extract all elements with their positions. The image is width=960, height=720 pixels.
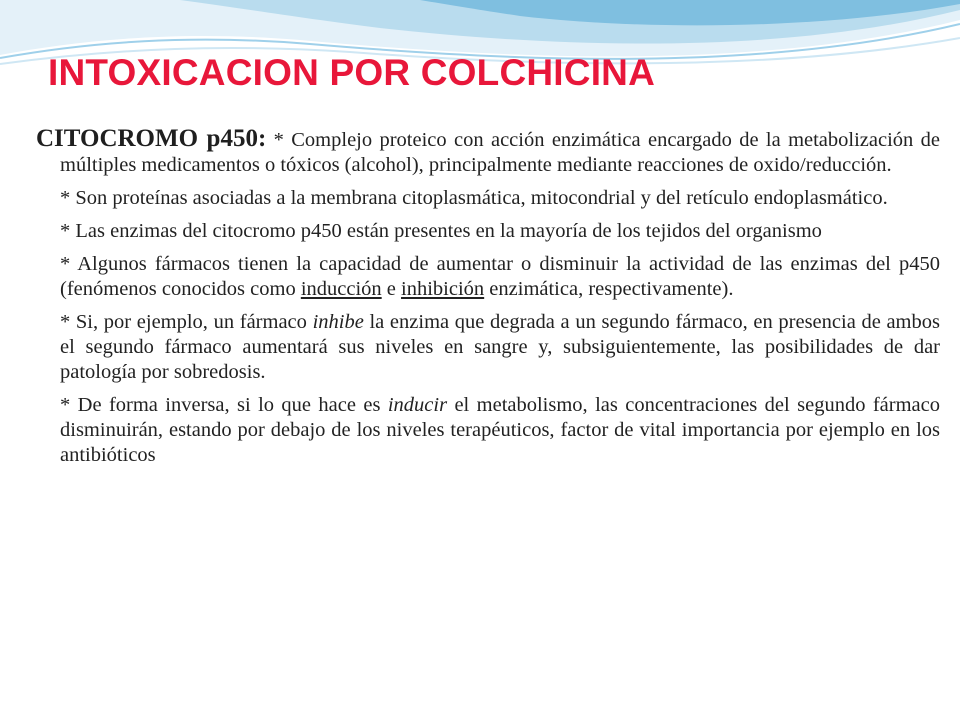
paragraph-tissues <box>36 219 940 244</box>
italic-term-inducir: inducir <box>387 394 448 416</box>
paragraph-induction-inhibition <box>36 252 940 302</box>
paragraph-inhibition-example <box>36 310 940 385</box>
paragraph-definition <box>36 126 940 178</box>
paragraph-text: * Complejo proteico con acción enzimática encargado de la metabolización de múltiples medicamentos o tóxicos (alcohol), principalmente mediante reacciones de oxido/reducción. <box>60 129 940 176</box>
paragraph-text: * Las enzimas del citocromo p450 están presentes en la mayoría de los tejidos del organismo <box>60 220 822 242</box>
paragraph-text: * De forma inversa, si lo que hace es <box>60 394 388 416</box>
underlined-term-induccion: inducción <box>300 278 382 300</box>
italic-term-inhibe: inhibe <box>312 311 364 333</box>
paragraph-text: * Si, por ejemplo, un fármaco <box>60 311 313 333</box>
underlined-term-inhibicion: inhibición <box>401 278 485 300</box>
paragraph-text: * Son proteínas asociadas a la membrana citoplasmática, mitocondrial y del retículo endoplasmático. <box>60 187 888 209</box>
paragraph-text: * Algunos fármacos tienen la capacidad de aumentar o disminuir la actividad de las enzimas del p450 (fenómenos conocidos como <box>60 253 940 300</box>
slide-body <box>36 126 940 476</box>
paragraph-text: el metabolismo, las concentraciones del segundo fármaco disminuirán, estando por debajo de los niveles terapéuticos, factor de vital importancia por ejemplo en los antibióticos <box>60 394 940 466</box>
slide-title: INTOXICACION POR COLCHICINA <box>48 52 656 93</box>
paragraph-membrane <box>36 186 940 211</box>
lead-term: CITOCROMO p450: <box>36 125 267 152</box>
paragraph-induction-example <box>36 393 940 468</box>
paragraph-text: enzimática, respectivamente). <box>484 278 734 300</box>
paragraph-text: la enzima que degrada a un segundo fármaco, en presencia de ambos el segundo fármaco aumentará sus niveles en sangre y, subsiguientemente, las posibilidades de dar patología por sobredosis. <box>60 311 940 383</box>
paragraph-text: e <box>381 278 402 300</box>
